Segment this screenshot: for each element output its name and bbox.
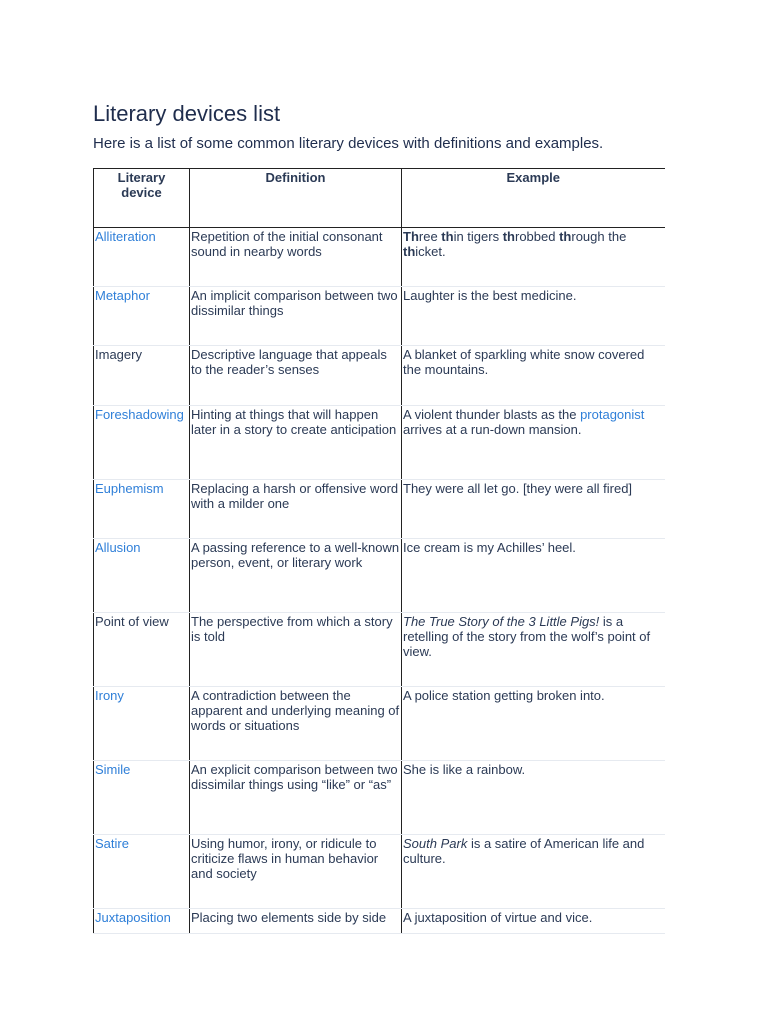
example-cell xyxy=(402,613,665,659)
example-cell: They were all let go. [they were all fired] xyxy=(403,481,633,496)
example-bold-fragment: th xyxy=(559,229,572,244)
definition-cell: Hinting at things that will happen later in a story to create anticipation xyxy=(191,407,397,437)
definition-cell: Placing two elements side by side xyxy=(191,910,387,925)
example-cell: A blanket of sparkling white snow covered the mountains. xyxy=(403,347,645,377)
example-text-fragment: is a satire of American life and culture. xyxy=(403,836,645,866)
example-cell xyxy=(402,835,665,866)
example-cell: She is like a rainbow. xyxy=(403,762,526,777)
example-italic-title: The True Story of the 3 Little Pigs! xyxy=(403,614,600,629)
example-bold-fragment: th xyxy=(403,244,416,259)
device-link-irony[interactable]: Irony xyxy=(95,688,124,703)
table-header-row xyxy=(94,169,665,228)
example-cell: Laughter is the best medicine. xyxy=(403,288,577,303)
table-row xyxy=(94,613,665,687)
table-row xyxy=(94,287,665,346)
table-row xyxy=(94,480,665,539)
table-row xyxy=(94,406,665,480)
table-row xyxy=(94,539,665,613)
device-link-metaphor[interactable]: Metaphor xyxy=(95,288,150,303)
table-row xyxy=(94,687,665,761)
table-row xyxy=(94,835,665,909)
table-row xyxy=(94,346,665,406)
device-link-juxtaposition[interactable]: Juxtaposition xyxy=(95,910,171,925)
example-bold-fragment: th xyxy=(502,229,515,244)
definition-cell: Using humor, irony, or ridicule to criticize flaws in human behavior and society xyxy=(191,836,379,881)
device-link-foreshadowing[interactable]: Foreshadowing xyxy=(95,407,184,422)
example-italic-title: South Park xyxy=(403,836,468,851)
table-row xyxy=(94,761,665,835)
example-bold-fragment: th xyxy=(441,229,454,244)
example-cell xyxy=(402,406,665,437)
table-row xyxy=(94,909,665,934)
example-cell: A police station getting broken into. xyxy=(403,688,605,703)
example-text-fragment: ree xyxy=(418,229,442,244)
example-text-fragment: in tigers xyxy=(453,229,503,244)
protagonist-link[interactable]: protagonist xyxy=(580,407,645,422)
example-text-fragment: A violent thunder blasts as the xyxy=(403,407,581,422)
header-example: Example xyxy=(402,169,665,228)
table-row xyxy=(94,228,665,287)
example-text-fragment: is a retelling of the story from the wolf’s point of view. xyxy=(403,614,651,659)
device-name-imagery: Imagery xyxy=(95,347,142,362)
page-title: Literary devices list xyxy=(93,101,281,126)
definition-cell: Descriptive language that appeals to the reader’s senses xyxy=(191,347,387,377)
definition-cell: An explicit comparison between two dissimilar things using “like” or “as” xyxy=(191,762,398,792)
definition-cell: The perspective from which a story is told xyxy=(191,614,393,644)
example-cell: A juxtaposition of virtue and vice. xyxy=(403,910,593,925)
example-text-fragment: robbed xyxy=(515,229,560,244)
definition-cell: Repetition of the initial consonant sound in nearby words xyxy=(191,229,383,259)
device-link-simile[interactable]: Simile xyxy=(95,762,131,777)
example-text-fragment: icket. xyxy=(415,244,446,259)
example-text-fragment: arrives at a run-down mansion. xyxy=(403,422,582,437)
example-cell xyxy=(402,228,665,259)
definition-cell: A contradiction between the apparent and underlying meaning of words or situations xyxy=(191,688,400,733)
example-bold-fragment: Th xyxy=(403,229,419,244)
device-link-allusion[interactable]: Allusion xyxy=(95,540,141,555)
example-cell: Ice cream is my Achilles’ heel. xyxy=(403,540,576,555)
header-definition: Definition xyxy=(190,169,402,228)
definition-cell: An implicit comparison between two dissimilar things xyxy=(191,288,398,318)
page-subtitle: Here is a list of some common literary devices with definitions and examples. xyxy=(93,135,604,152)
example-text-fragment: rough the xyxy=(571,229,627,244)
header-literary-device: Literary device xyxy=(94,169,190,228)
definition-cell: Replacing a harsh or offensive word with a milder one xyxy=(191,481,399,511)
device-name-point-of-view: Point of view xyxy=(95,614,169,629)
device-link-euphemism[interactable]: Euphemism xyxy=(95,481,164,496)
literary-devices-table xyxy=(93,168,665,934)
device-link-alliteration[interactable]: Alliteration xyxy=(95,229,156,244)
document-page xyxy=(93,100,664,925)
device-link-satire[interactable]: Satire xyxy=(95,836,129,851)
definition-cell: A passing reference to a well-known person, event, or literary work xyxy=(191,540,400,570)
